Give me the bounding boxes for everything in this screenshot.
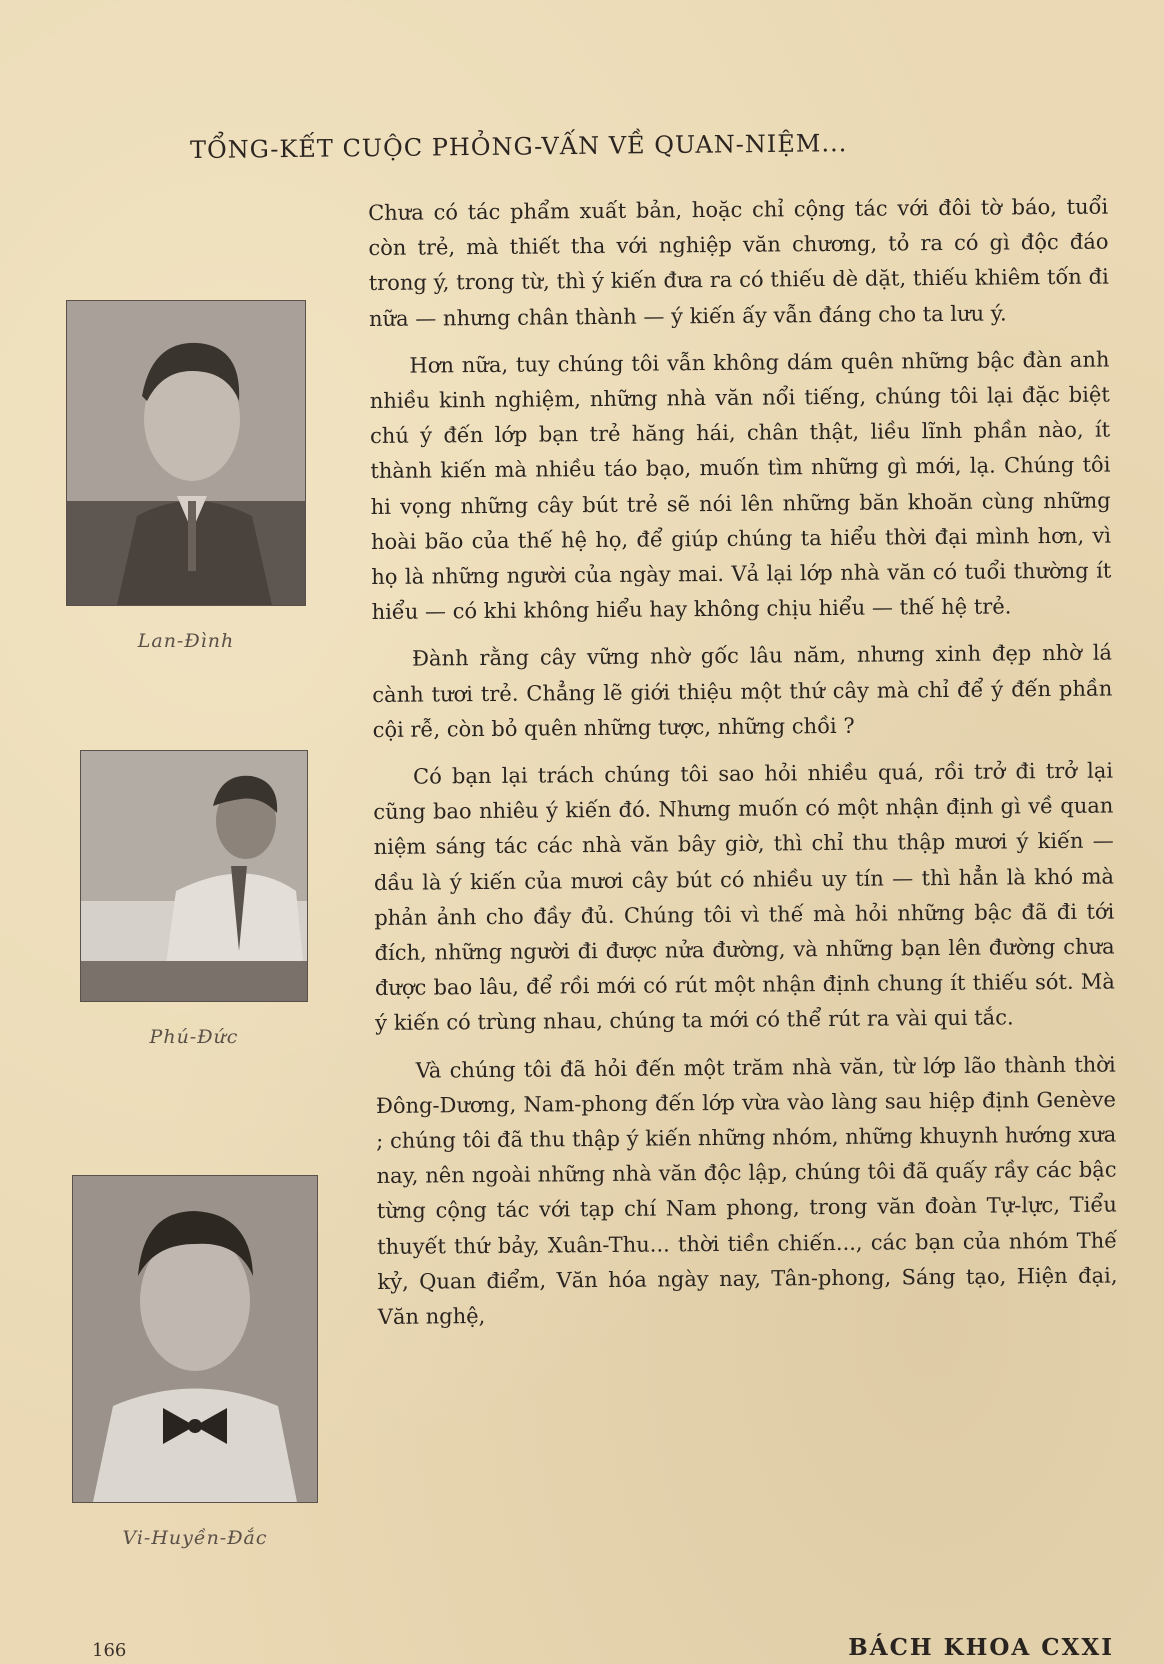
paragraph: Có bạn lại trách chúng tôi sao hỏi nhiều quá, rồi trở đi trở lại cũng bao nhiêu ý kiến đó. Nhưng muốn có một nhận định gì về quan niệm sáng tác các nhà văn bây giờ, thì chỉ thu thập mươi ý kiến — dầu là ý kiến của mươi cây bút có nhiều uy tín — thì hẳn là khó mà phản ảnh cho đầy đủ. Chúng tôi vì thế mà hỏi những bậc đã đi tới đích, những người đi được nửa đường, và những bạn lên đường chưa được bao lâu, để rồi mới có rút một nhận định chung ít thiếu sót. Mà ý kiến có trùng nhau, chúng ta mới có thể rút ra vài qui tắc. [373,758,1115,1036]
paragraph: Hơn nữa, tuy chúng tôi vẫn không dám quên những bậc đàn anh nhiều kinh nghiệm, những nhà văn nổi tiếng, chúng tôi lại đặc biệt chú ý đến lớp bạn trẻ hăng hái, chân thật, liều lĩnh phần nào, ít thành kiến mà nhiều táo bạo, muốn tìm những gì mới, lạ. Chúng tôi hi vọng những cây bút trẻ sẽ nói lên những băn khoăn cùng những hoài bão của thế hệ họ, để giúp chúng ta hiểu thời đại mình hơn, vì họ là những người của ngày mai. Vả lại lớp nhà văn có tuổi thường ít hiểu — có khi không hiểu hay không chịu hiểu — thế hệ trẻ. [369,347,1112,625]
photo-block-vi-huyen-dac [72,1175,318,1549]
article-body [368,190,1118,1348]
photo-caption: Vi-Huyền-Đắc [122,1527,268,1549]
paragraph: Chưa có tác phẩm xuất bản, hoặc chỉ cộng tác với đôi tờ báo, tuổi còn trẻ, mà thiết tha với nghiệp văn chương, tỏ ra có gì độc đáo trong ý, trong từ, thì ý kiến đưa ra có thiếu dè dặt, thiếu khiêm tốn đi nữa — nhưng chân thành — ý kiến ấy vẫn đáng cho ta lưu ý. [368,194,1109,331]
photo-block-phu-duc [80,750,308,1048]
magazine-footer: BÁCH KHOA CXXI [848,1634,1114,1661]
photo-block-lan-dinh [66,300,306,652]
article-title: TỔNG-KẾT CUỘC PHỎNG-VẤN VỀ QUAN-NIỆM... [189,129,848,164]
portrait-photo-icon [72,1175,318,1503]
paragraph: Đành rằng cây vững nhờ gốc lâu năm, nhưng xinh đẹp nhờ lá cành tươi trẻ. Chẳng lẽ giới thiệu một thứ cây mà chỉ để ý đến phần cội rễ, còn bỏ quên những tược, những chồi ? [372,640,1113,742]
portrait-photo-icon [80,750,308,1002]
photo-caption: Lan-Đình [137,630,235,652]
photo-caption: Phú-Đức [149,1026,239,1048]
portrait-photo-icon [66,300,306,606]
paragraph: Và chúng tôi đã hỏi đến một trăm nhà văn, từ lớp lão thành thời Đông-Dương, Nam-phong đến lớp vừa vào làng sau hiệp định Genève ; chúng tôi đã thu thập ý kiến những nhóm, những khuynh hướng xưa nay, nên ngoài những nhà văn độc lập, chúng tôi đã quấy rầy các bậc từng cộng tác với tạp chí Nam phong, trong văn đoàn Tự-lực, Tiểu thuyết thứ bảy, Xuân-Thu... thời tiền chiến..., các bạn của nhóm Thế kỷ, Quan điểm, Văn hóa ngày nay, Tân-phong, Sáng tạo, Hiện đại, Văn nghệ, [375,1052,1118,1330]
page-number: 166 [92,1640,127,1661]
